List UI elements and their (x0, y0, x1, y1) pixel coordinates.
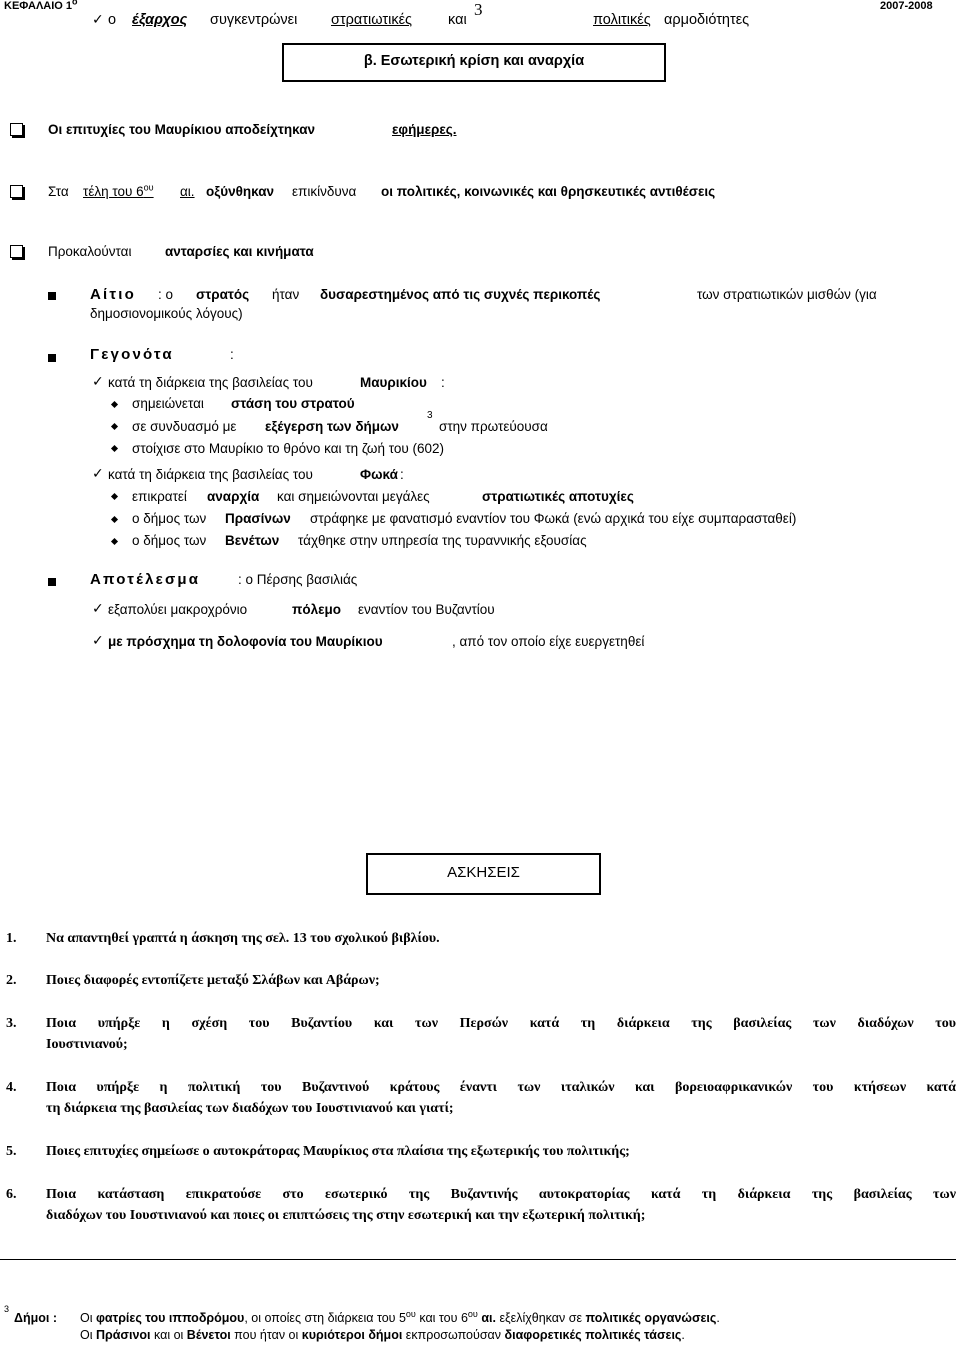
events-d6-t2: Βενέτων (225, 533, 280, 548)
footnote-label: Δήμοι : (14, 1311, 58, 1325)
footnote-ref-top: 3 (474, 0, 483, 19)
events-c1-t1: κατά τη διάρκεια της βασιλείας του (108, 375, 313, 390)
events-c1-t3: : (441, 375, 445, 390)
exercise-text-cont: διαδόχων του Ιουστινιανού και ποιες οι επιπτώσεις της στην εσωτερική και την εξωτερική πολιτική; (46, 1208, 646, 1223)
square-bullet-icon (48, 354, 56, 362)
events-d6-t3: τάχθηκε στην υπηρεσία της τυραννικής εξουσίας (298, 533, 587, 548)
check-icon (92, 373, 104, 390)
bullet-2-t6: οι πολιτικές, κοινωνικές και θρησκευτικές αντιθέσεις (381, 184, 716, 199)
events-d4-t4: στρατιωτικές αποτυχίες (482, 489, 634, 504)
events-c2-t3: : (400, 467, 404, 482)
events-d1-t1: σημειώνεται (132, 396, 204, 411)
exercise-number: 6. (6, 1187, 17, 1202)
cause-t4: δυσαρεστημένος από τις συχνές περικοπές (320, 287, 601, 302)
events-d4-t3: και σημειώνονται μεγάλες (277, 489, 430, 504)
events-d1-t2: στάση του στρατού (231, 396, 355, 411)
diamond-bullet-icon (111, 516, 118, 523)
exercise-text: Ποια υπήρξε η πολιτική του Βυζαντινού κράτους έναντι των ιταλικών και βορειοαφρικανικών του κτήσεων κατά (46, 1080, 956, 1095)
top-line-exarchos: έξαρχος (132, 12, 188, 28)
diamond-bullet-icon (111, 538, 118, 545)
cause-t2: στρατός (196, 287, 250, 302)
cause-label: Αίτιο (90, 286, 137, 303)
events-d5-t3: στράφηκε με φανατισμό εναντίον του Φωκά (ενώ αρχικά του είχε συμπαρασταθεί) (310, 511, 797, 526)
bullet-3-t1: Προκαλούνται (48, 244, 132, 259)
diamond-bullet-icon (111, 423, 118, 430)
top-line-rest: αρμοδιότητες (664, 12, 750, 28)
top-line-mid: συγκεντρώνει (210, 12, 298, 28)
result-label: Αποτέλεσμα (90, 571, 201, 588)
events-d4-t2: αναρχία (207, 489, 260, 504)
events-label: Γεγονότα (90, 346, 174, 363)
bullet-1-text: Οι επιτυχίες του Μαυρίκιου αποδείχτηκαν (48, 122, 316, 137)
exercise-text-cont: Ιουστινιανού; (46, 1037, 128, 1052)
bullet-2-t1: Στα (48, 184, 69, 199)
result-c1-t1: εξαπολύει μακροχρόνιο (108, 602, 248, 617)
checkbox-icon (10, 185, 23, 198)
checkbox-icon (10, 245, 23, 258)
check-icon (92, 465, 104, 482)
result-c1-t2: πόλεμο (292, 602, 342, 617)
checkbox-icon (10, 123, 23, 136)
top-line-political: πολιτικές (593, 12, 651, 28)
exercise-number: 3. (6, 1016, 17, 1031)
result-c1-t3: εναντίον του Βυζαντίου (358, 602, 495, 617)
events-d2-t3: στην πρωτεύουσα (439, 419, 548, 434)
check-icon (92, 600, 104, 617)
events-d5-t2: Πρασίνων (225, 511, 291, 526)
top-line-o: ο (108, 12, 117, 28)
events-d2-t2: εξέγερση των δήμων (265, 419, 399, 434)
footnote-separator (0, 1259, 956, 1260)
chapter-header (4, 0, 78, 12)
year-label: 2007-2008 (880, 0, 933, 12)
exercise-text: Να απαντηθεί γραπτά η άσκηση της σελ. 13 του σχολικού βιβλίου. (46, 931, 440, 946)
cause-t6: δημοσιονομικούς λόγους) (90, 306, 243, 321)
diamond-bullet-icon (111, 493, 118, 500)
square-bullet-icon (48, 292, 56, 300)
events-d4-t1: επικρατεί (132, 489, 187, 504)
bullet-2-t3: αι. (180, 184, 195, 199)
events-colon: : (230, 347, 234, 362)
cause-t3: ήταν (272, 287, 300, 302)
exercise-text-cont: τη διάρκεια της βασιλείας των διαδόχων του Ιουστινιανού και γιατί; (46, 1101, 454, 1116)
diamond-bullet-icon (111, 401, 118, 408)
events-c2-t1: κατά τη διάρκεια της βασιλείας του (108, 467, 313, 482)
bullet-2-t4: οξύνθηκαν (206, 184, 275, 199)
section-title: β. Εσωτερική κρίση και αναρχία (363, 53, 585, 69)
chapter-sup: ο (72, 0, 78, 7)
chapter-label: ΚΕΦΑΛΑΙΟ 1 (4, 0, 73, 12)
events-c2-t2: Φωκά (360, 467, 398, 482)
bullet-2-t2: τέλη του $6^{o\upsilon}$ (83, 182, 154, 199)
footnote-sup: 3 (4, 1304, 10, 1314)
result-c2-t2: , από τον οποίο είχε ευεργετηθεί (452, 634, 645, 649)
events-d3-t1: στοίχισε στο Μαυρίκιο το θρόνο και τη ζωή του (602) (132, 441, 445, 456)
cause-t1: : ο (158, 287, 174, 302)
exercise-number: 1. (6, 931, 17, 946)
exercise-text: Ποιες επιτυχίες σημείωσε ο αυτοκράτορας Μαυρίκιος στα πλαίσια της εξωτερικής του πολιτικής; (46, 1144, 630, 1159)
bullet-2-t5: επικίνδυνα (292, 184, 357, 199)
diamond-bullet-icon (111, 445, 118, 452)
events-d5-t1: ο δήμος των (132, 511, 207, 526)
top-line-and: και (448, 12, 467, 28)
events-c1-t2: Μαυρικίου (360, 375, 427, 390)
exercise-number: 2. (6, 973, 17, 988)
top-line-military: στρατιωτικές (331, 12, 413, 28)
footnote-line-2: Οι Πράσινοι και οι Βένετοι που ήταν οι κυριότεροι δήμοι εκπροσωπούσαν διαφορετικές πολιτικές τάσεις. (80, 1328, 685, 1342)
bullet-1-underlined: εφήμερες. (392, 122, 457, 137)
check-icon (92, 632, 104, 649)
events-d2-sup: 3 (427, 410, 433, 421)
events-d2-t1: σε συνδυασμό με (132, 419, 237, 434)
footnote-line-1: Οι φατρίες του ιπποδρόμου, οι οποίες στη διάρκεια του $5^{o\upsilon}$ και του $6^{o\upsilon}$ αι. εξελίχθηκαν σε πολιτικές οργανώσεις. (80, 1308, 720, 1325)
exercise-number: 4. (6, 1080, 17, 1095)
events-d6-t1: ο δήμος των (132, 533, 207, 548)
exercise-text: Ποια κατάσταση επικρατούσε στο εσωτερικό της Βυζαντινής αυτοκρατορίας κατά τη διάρκεια της βασιλείας των (46, 1187, 956, 1202)
exercise-number: 5. (6, 1144, 17, 1159)
check-icon (92, 11, 104, 28)
exercises-title: ΑΣΚΗΣΕΙΣ (447, 864, 520, 881)
exercise-text: Ποια υπήρξε η σχέση του Βυζαντίου και των Περσών κατά τη διάρκεια της βασιλείας των διαδόχων του (46, 1016, 956, 1031)
cause-t5: των στρατιωτικών μισθών (για (697, 287, 877, 302)
bullet-3-t2: ανταρσίες και κινήματα (165, 244, 314, 259)
result-t1: : ο Πέρσης βασιλιάς (238, 572, 358, 587)
exercise-text: Ποιες διαφορές εντοπίζετε μεταξύ Σλάβων και Αβάρων; (46, 973, 380, 988)
result-c2-t1: με πρόσχημα τη δολοφονία του Μαυρίκιου (108, 634, 383, 649)
square-bullet-icon (48, 578, 56, 586)
